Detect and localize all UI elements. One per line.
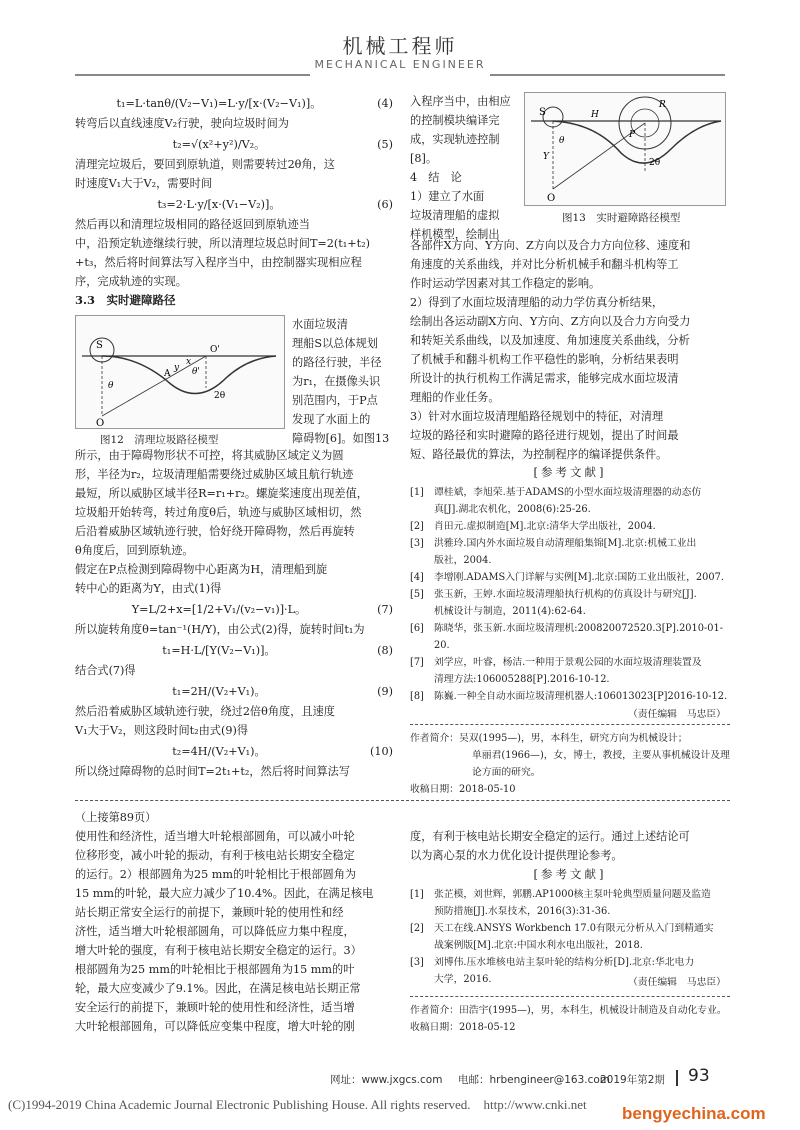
equation: t₁=H·L/[Y(V₂−V₁)]。 (162, 644, 276, 657)
author-line: 单丽君(1966—)，女，博士，教授，主要从事机械设计及理 (472, 750, 730, 761)
body-line: 了机械手和翻斗机构工作平稳性的影响，分析结果表明 (410, 353, 679, 366)
reference-text: 张芷模，刘世辉，郭鹏.AP1000核主泵叶轮典型质量问题及监造 (434, 889, 711, 900)
equation: t₁=L·tanθ/(V₂−V₁)=L·y/[x·(V₂−V₁)]。 (116, 97, 322, 110)
fig12-label-a: A (164, 369, 171, 379)
reference-number: [5] (410, 589, 424, 600)
body-line: 所设计的执行机构工作满足需求，能够完成水面垃圾清 (410, 372, 679, 385)
footer-email: 电邮：hrbengineer@163.com (458, 1074, 611, 1086)
reference-number: [6] (410, 623, 424, 634)
header-rule-right (490, 74, 725, 76)
body-line: 样机模型，绘制出 (410, 228, 500, 241)
right-wrap-text (410, 92, 520, 244)
fig13-label-o: O (547, 193, 556, 204)
author-info-bottom (410, 1002, 730, 1036)
body-line: 发现了水面上的 (292, 413, 371, 426)
equation: Y=L/2+x=[1/2+V₁/(v₂−v₁)]·L。 (131, 603, 307, 616)
figure-12 (75, 315, 285, 429)
reference-number: [7] (410, 657, 424, 668)
reference-number: [2] (410, 923, 424, 934)
left-wrap-text (292, 315, 396, 448)
fig13-label-h: H (591, 110, 599, 120)
fig12-label-s: S (96, 340, 103, 351)
reference-item (410, 954, 730, 971)
body-line: 入程序当中，由相应 (410, 95, 511, 108)
body-line: 以为离心泵的水力优化设计提供理论参考。 (410, 849, 623, 862)
divider-dashed-bottom (410, 996, 730, 997)
body-line: 假定在P点检测到障碍物中心距离为H，清理船到旋 (75, 563, 328, 576)
body-line: 中，沿预定轨迹继续行驶，所以清理垃圾总时间T=2(t₁+t₂) (75, 237, 370, 250)
figure-12-caption: 图12 清理垃圾路径模型 (100, 434, 219, 446)
reference-item (410, 886, 730, 903)
body-line: 清理完垃圾后，要回到原轨道，则需要转过2θ角，这 (75, 158, 335, 171)
fig13-label-s: S (539, 107, 546, 118)
body-line: 2）得到了水面垃圾清理船的动力学仿真分析结果， (410, 296, 664, 309)
reference-number: [3] (410, 538, 424, 549)
reference-number: [8] (410, 691, 424, 702)
reference-text: 大学，2016. (434, 974, 492, 985)
reference-text: 陈晓华，张玉新.水面垃圾清理机:200820072520.3[P].2010-01- (434, 623, 724, 634)
reference-number: [2] (410, 521, 424, 532)
reference-item (410, 484, 730, 501)
obstacle-avoidance-diagram (525, 93, 725, 205)
header-rule-left (75, 74, 310, 76)
author-line: 收稿日期：2018-05-12 (410, 1022, 516, 1033)
body-line: 成，实现轨迹控制 (410, 133, 500, 146)
body-line: 然后再以和清理垃圾相同的路径返回到原轨迹当 (75, 218, 310, 231)
footer-website: 网址：www.jxgcs.com (330, 1074, 443, 1086)
body-line: 轮，最大应变减少了9.1%。因此，在满足核电站长期正常 (75, 982, 361, 995)
body-line: 障碍物[6]。如图13 (292, 432, 390, 445)
equation-number: (9) (377, 685, 393, 698)
equation-row (75, 598, 393, 620)
equation: t₂=4H/(V₂+V₁)。 (172, 745, 266, 758)
reference-item (410, 518, 730, 535)
figure-13 (524, 92, 726, 206)
section-heading: 3.3 实时避障路径 (75, 293, 176, 307)
reference-text: 天工在线.ANSYS Workbench 17.0有限元分析从入门到精通实 (434, 923, 714, 934)
body-line: 最短，所以威胁区域半径R=r₁+r₂。螺旋桨速度出现差值， (75, 487, 368, 500)
body-line: 的路径行驶，半径 (292, 356, 382, 369)
body-line: 济性，适当增大叶轮根部圆角，可以降低应力集中程度， (75, 925, 355, 938)
body-line: 理船的作业任务。 (410, 391, 500, 404)
references-heading-bottom: [参考文献] (533, 867, 607, 881)
journal-title-en: MECHANICAL ENGINEER (314, 58, 486, 71)
references-list-top (410, 484, 730, 705)
body-line: 和转矩关系曲线，以及加速度、角加速度关系曲线，分析 (410, 334, 690, 347)
fig12-label-o: O (96, 418, 105, 428)
fig13-label-2theta: 2θ (649, 158, 661, 168)
reference-text: 版社，2004. (434, 555, 492, 566)
body-line: 理船S以总体规划 (292, 337, 378, 350)
reference-item (410, 688, 730, 705)
fig12-label-y: y (174, 363, 180, 373)
body-line: 结合式(7)得 (75, 664, 136, 677)
left-column-top (75, 92, 393, 310)
body-line: 所示，由于障碍物形状不可控，将其威胁区域定义为圆 (75, 449, 344, 462)
reference-item (410, 937, 730, 954)
left-column-bottom (75, 446, 393, 781)
journal-title-cn: 机械工程师 (342, 34, 458, 58)
fig12-label-x: x (186, 357, 192, 367)
body-line: 序，完成轨迹的实现。 (75, 275, 187, 288)
body-line: 15 mm的叶轮，最大应力减少了10.4%。因此，在满足核电 (75, 887, 374, 900)
footer-separator (676, 1070, 678, 1086)
body-line: 大叶轮根部圆角，可以降低应变集中程度，增大叶轮的刚 (75, 1020, 355, 1033)
references-heading-top: [参考文献] (533, 465, 607, 479)
body-line: 然后沿着威胁区域轨迹行驶，绕过2倍θ角度，且速度 (75, 705, 335, 718)
fig13-label-r: R (659, 100, 666, 110)
body-line: 绘制出各运动副X方向、Y方向、Z方向以及合力方向受力 (410, 315, 691, 328)
equation-row (75, 133, 393, 155)
equation-number: (5) (377, 138, 393, 151)
body-line: 1）建立了水面 (410, 190, 485, 203)
reference-text: 真[J].湖北农机化，2008(6):25-26. (434, 504, 591, 515)
divider-dashed-top (410, 724, 730, 725)
reference-text: 20. (434, 640, 450, 651)
editor-note-top: （责任编辑 马忠臣） (628, 709, 726, 720)
body-line: 的运行。2）根部圆角为25 mm的叶轮相比于根部圆角为 (75, 868, 357, 881)
author-line: 论方面的研究。 (472, 767, 541, 778)
fig12-label-2theta: 2θ (214, 391, 226, 401)
equation: t₃=2·L·y/[x·(V₁−V₂)]。 (157, 198, 281, 211)
body-line: 为r₁，在摄像头识 (292, 375, 381, 388)
body-line: 转中心的距离为Y，由式(1)得 (75, 582, 222, 595)
body-line: 使用性和经济性，适当增大叶轮根部圆角，可以减小叶轮 (75, 830, 355, 843)
body-line: 所以旋转角度θ=tan⁻¹(H/Y)，由公式(2)得，旋转时间t₁为 (75, 623, 365, 636)
body-line: 的控制模块编译完 (410, 114, 500, 127)
equation-row (75, 740, 393, 762)
body-line: 作时运动学因素对其工作稳定的影响。 (410, 277, 601, 290)
body-line: θ角度后，回到原轨迹。 (75, 544, 194, 557)
body-line: 位移形变，减小叶轮的振动，有利于核电站长期安全稳定 (75, 849, 355, 862)
reference-text: 肖田元.虚拟制造[M].北京:清华大学出版社，2004. (434, 521, 656, 532)
body-line: 短、路径最优的算法，为控制程序的编译提供条件。 (410, 448, 668, 461)
body-line: 所以绕过障碍物的总时间T=2t₁+t₂，然后将时间算法写 (75, 765, 351, 778)
path-model-diagram (76, 316, 284, 428)
reference-text: 清理方法:106005288[P].2016-10-12. (434, 674, 610, 685)
reference-text: 陈巍.一种全自动水面垃圾清理机器人:106013023[P]2016-10-12. (434, 691, 728, 702)
section-divider (75, 800, 730, 801)
body-line: 别范围内，于P点 (292, 394, 378, 407)
figure-13-caption: 图13 实时避障路径模型 (562, 212, 681, 224)
fig13-label-p: P (629, 130, 636, 140)
equation-row (75, 639, 393, 661)
reference-text: 谭桂斌，李旭荣.基于ADAMS的小型水面垃圾清理器的动态仿 (434, 487, 702, 498)
author-line: 作者简介：吴双(1995—)，男，本科生，研究方向为机械设计； (410, 733, 688, 744)
watermark: bengyechina.com (622, 1104, 766, 1123)
equation-number: (8) (377, 644, 393, 657)
fig12-label-o-prime: O' (210, 345, 220, 355)
equation: t₂=√(x²+y²)/V₂。 (172, 138, 266, 151)
reference-text: 刘博伟.压水堆核电站主泵叶轮的结构分析[D].北京:华北电力 (434, 957, 695, 968)
continued-article-left (75, 808, 393, 1036)
reference-item (410, 903, 730, 920)
body-line: 形，半径为r₂，垃圾清理船需要绕过威胁区域且航行轨迹 (75, 468, 354, 481)
author-info-top (410, 730, 730, 798)
body-line: 时速度V₁大于V₂，需要时间 (75, 177, 213, 190)
reference-text: 机械设计与制造，2011(4):62-64. (434, 606, 586, 617)
reference-text: 李增刚.ADAMS入门详解与实例[M].北京:国防工业出版社，2007. (434, 572, 724, 583)
fig12-label-theta: θ (108, 381, 114, 391)
reference-number: [3] (410, 957, 424, 968)
fig12-label-theta-prime: θ' (192, 367, 200, 377)
body-line: 转弯后以直线速度V₂行驶，驶向垃圾时间为 (75, 117, 289, 130)
reference-item (410, 654, 730, 671)
fig13-label-theta: θ (559, 136, 565, 146)
right-column-body (410, 236, 730, 464)
footer-issue: 2019年第2期 (600, 1074, 665, 1086)
equation-number: (6) (377, 198, 393, 211)
fig13-label-y: Y (543, 152, 549, 162)
reference-text: 张玉新，王婷.水面垃圾清理船执行机构的仿真设计与研究[J]. (434, 589, 697, 600)
body-line: V₁大于V₂，则这段时间t₂由式(9)得 (75, 724, 249, 737)
equation-row (75, 92, 393, 114)
body-line: [8]。 (410, 152, 438, 165)
body-line: 垃圾清理船的虚拟 (410, 209, 500, 222)
reference-text: 预防措施[J].水泵技术，2016(3):31-36. (434, 906, 611, 917)
reference-item (410, 569, 730, 586)
body-line: 水面垃圾清 (292, 318, 348, 331)
continued-article-right (410, 827, 730, 865)
body-line: 增大叶轮的强度，有利于核电站长期安全稳定的运行。3） (75, 944, 362, 957)
page-number: 93 (688, 1066, 710, 1086)
equation-number: (7) (377, 603, 393, 616)
reference-item (410, 603, 730, 620)
equation: t₁=2H/(V₂+V₁)。 (172, 685, 266, 698)
reference-item (410, 920, 730, 937)
reference-number: [1] (410, 889, 424, 900)
reference-item (410, 535, 730, 552)
author-line: 收稿日期：2018-05-10 (410, 784, 516, 795)
reference-item (410, 552, 730, 569)
reference-item (410, 586, 730, 603)
equation-number: (4) (377, 97, 393, 110)
body-line: 各部件X方向、Y方向、Z方向以及合力方向位移、速度和 (410, 239, 691, 252)
reference-text: 刘学应，叶睿，杨洁.一种用于景观公园的水面垃圾清理装置及 (434, 657, 702, 668)
reference-text: 洪雅玲.国内外水面垃圾自动清理船集锦[M].北京:机械工业出 (434, 538, 697, 549)
body-line: 3）针对水面垃圾清理船路径规划中的特征，对清理 (410, 410, 664, 423)
reference-item (410, 501, 730, 518)
editor-note-bottom: （责任编辑 马忠臣） (628, 977, 726, 988)
equation-row (75, 193, 393, 215)
equation-row (75, 680, 393, 702)
reference-text: 战案例版[M].北京:中国水利水电出版社，2018. (434, 940, 643, 951)
body-line: 垃圾船开始转弯，转过角度θ后，轨迹与威胁区域相切，然 (75, 506, 362, 519)
reference-item (410, 637, 730, 654)
body-line: 根部圆角为25 mm的叶轮相比于根部圆角为15 mm的叶 (75, 963, 355, 976)
reference-number: [4] (410, 572, 424, 583)
author-line: 作者简介：田浩宇(1995—)，男，本科生，机械设计制造及自动化专业。 (410, 1005, 727, 1016)
reference-item (410, 671, 730, 688)
body-line: 度，有利于核电站长期安全稳定的运行。通过上述结论可 (410, 830, 690, 843)
body-line: 安全运行的前提下，兼顾叶轮的使用性和经济性，适当增 (75, 1001, 355, 1014)
body-line: 角速度的关系曲线，并对比分析机械手和翻斗机构等工 (410, 258, 679, 271)
body-line: 站长期正常安全运行的前提下，兼顾叶轮的使用性和经 (75, 906, 344, 919)
equation-number: (10) (370, 745, 393, 758)
body-line: 4 结 论 (410, 171, 462, 184)
body-line: 垃圾的路径和实时避障的路径进行规划，提出了时间最 (410, 429, 679, 442)
body-line: +t₃，然后将时间算法写入程序当中，由控制器实现相应程 (75, 256, 362, 269)
reference-number: [1] (410, 487, 424, 498)
copyright-notice: (C)1994-2019 China Academic Journal Electronic Publishing House. All rights reserved. http://www.cnki.net (8, 1097, 587, 1112)
reference-item (410, 620, 730, 637)
references-list-bottom (410, 886, 730, 988)
body-line: 后沿着威胁区域轨迹行驶，恰好绕开障碍物，然后再旋转 (75, 525, 355, 538)
body-line: （上接第89页） (75, 811, 157, 824)
